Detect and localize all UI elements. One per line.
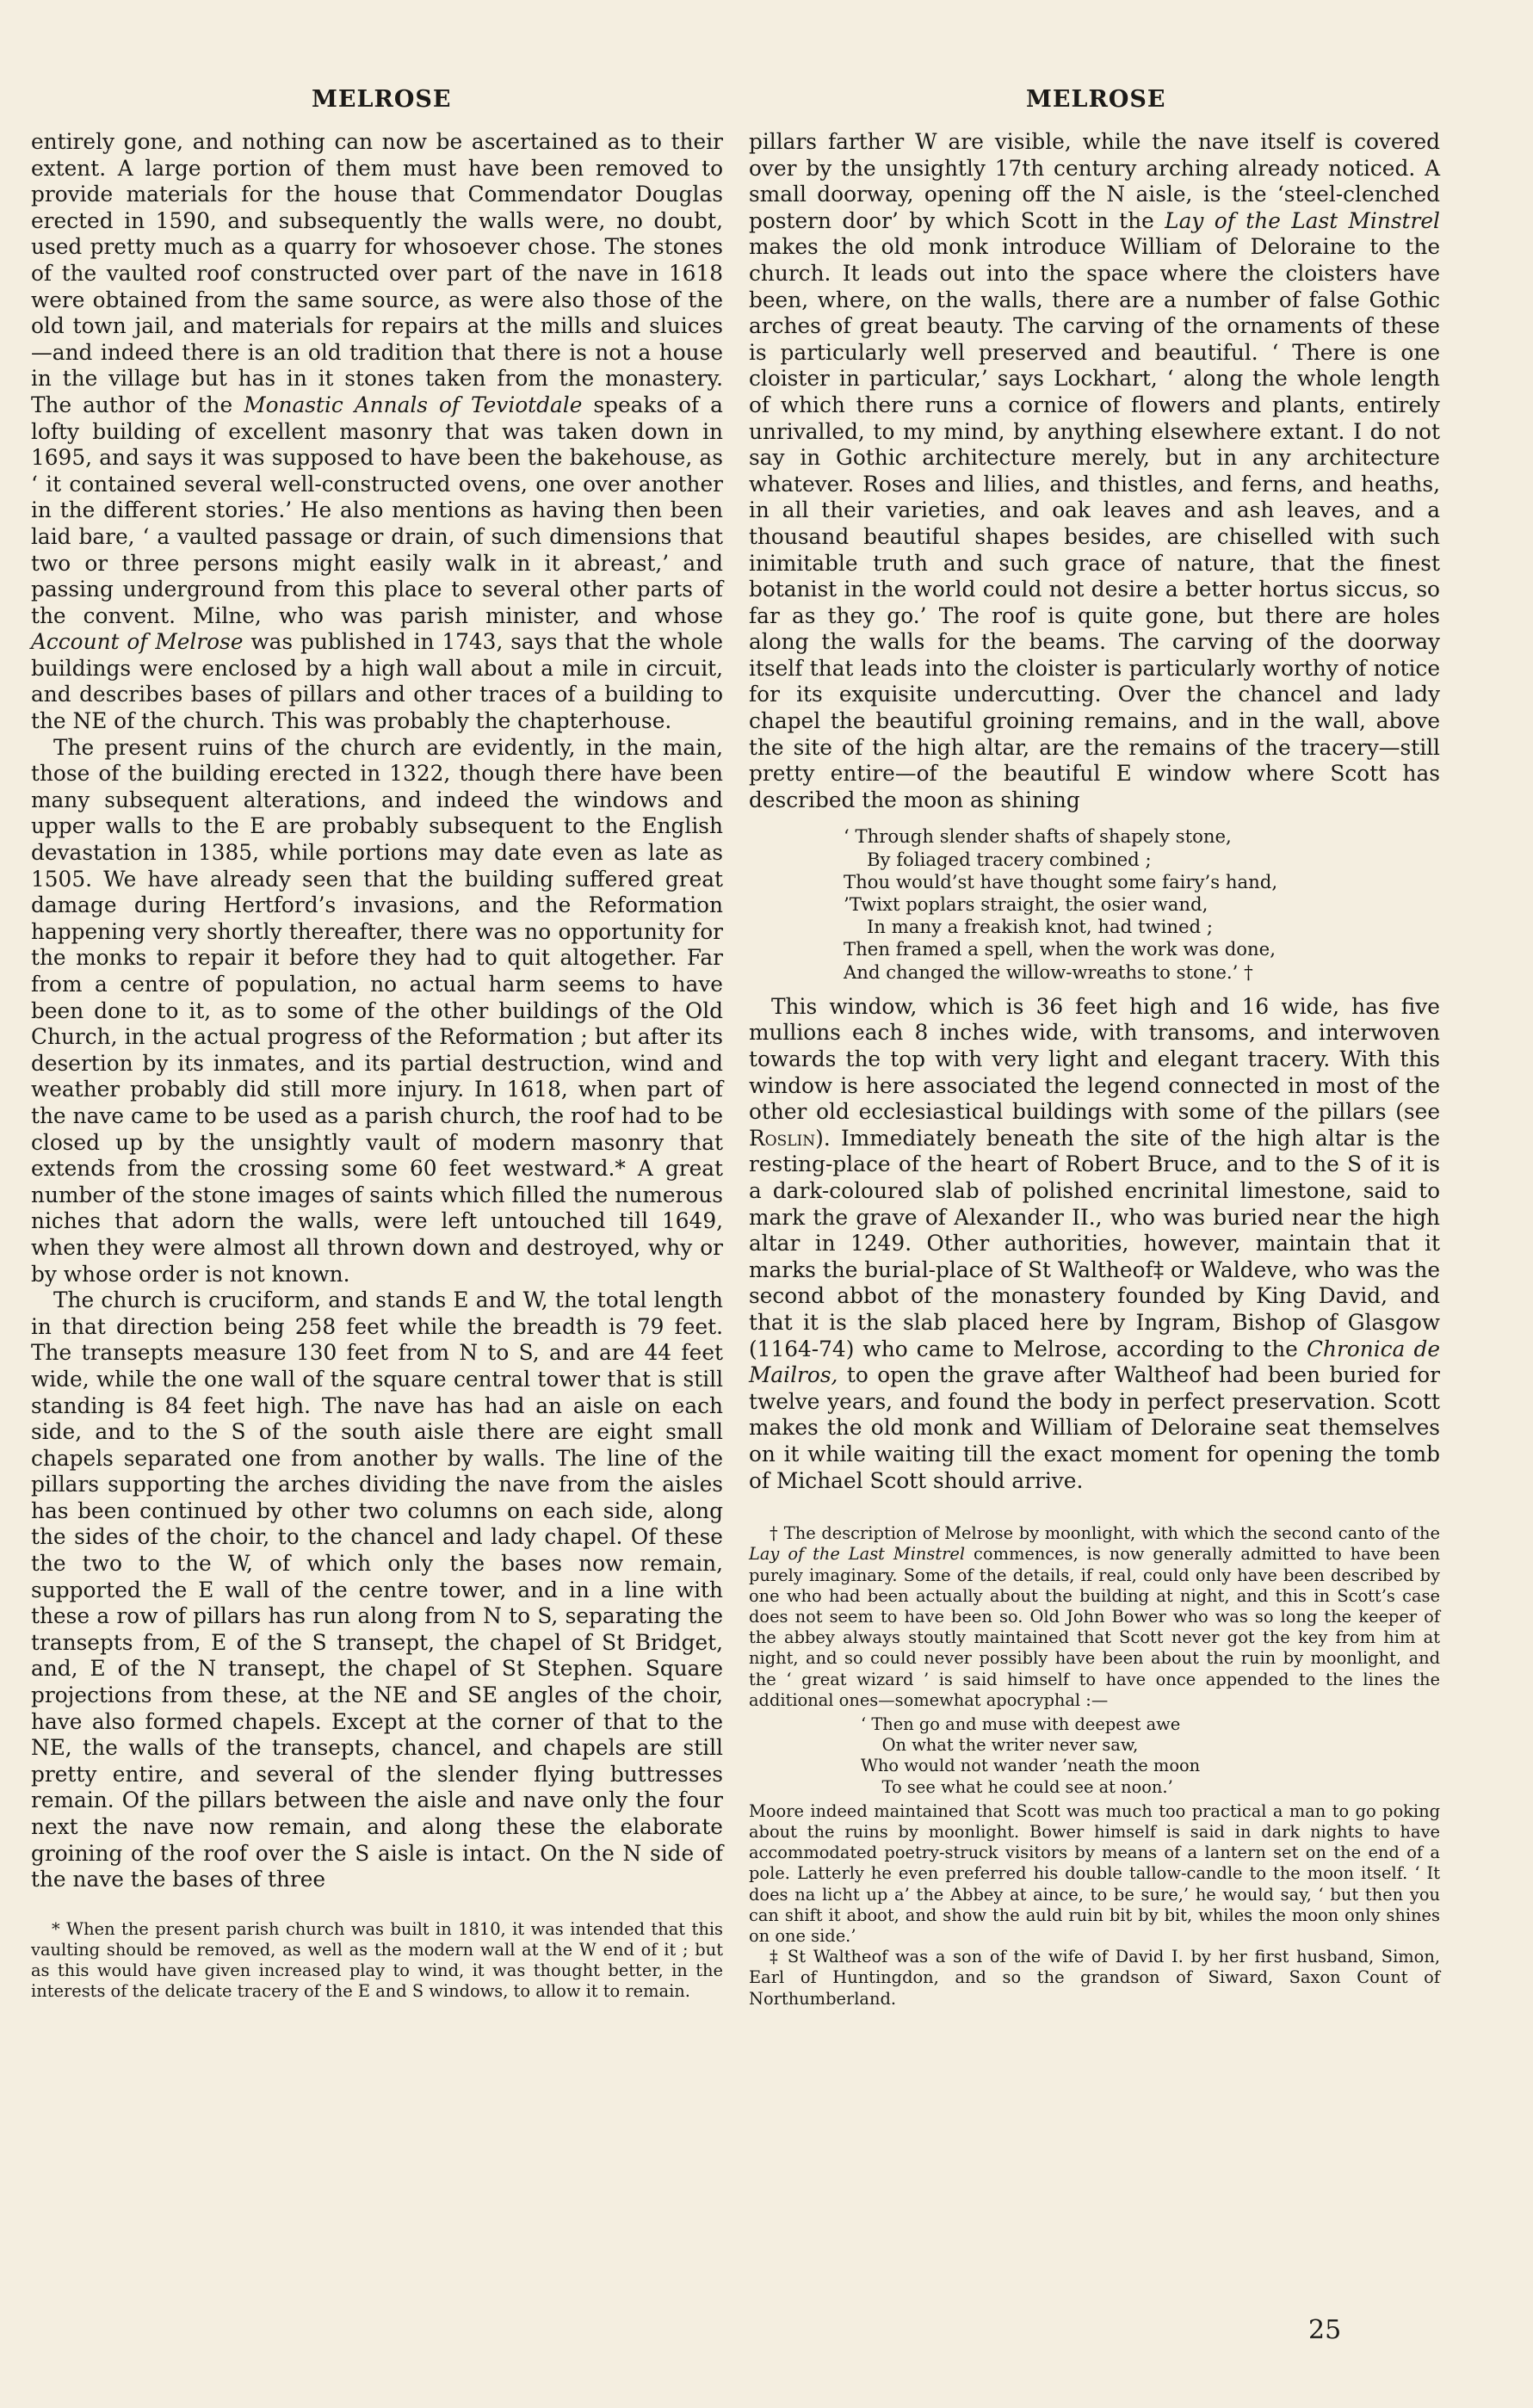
verse-line: In many a freakish knot, had twined ;: [844, 916, 1213, 938]
right-footnotes: [749, 1523, 1440, 2010]
running-head-left: MELROSE: [312, 86, 452, 113]
verse-line: ‘ Then go and muse with deepest awe: [861, 1713, 1181, 1734]
italic-title-account-of-melrose: Account of Melrose: [31, 629, 244, 655]
left-paragraph-1: entirely gone, and nothing can now be ascertained as to their extent. A large portion of them must have been removed to provide materials for the house that Commendator Douglas erected in 1590, and subsequently the walls were, no doubt, used pretty much as a quarry for whosoever chose. The stones of the vaulted roof constructed over part of the nave in 1618 were obtained from the same source, as were also those of the old town jail, and materials for repairs at the mills and sluices—and indeed there is an old tradition that there is not a house in the village but has in it stones taken from the monastery. The author of the Monastic Annals of Teviotdale speaks of a lofty building of excellent masonry that was taken down in 1695, and says it was supposed to have been the bakehouse, as ‘ it contained several well-constructed ovens, one over another in the different stories.’ He also mentions as having then been laid bare, ‘ a vaulted passage or drain, of such dimensions that two or three persons might easily walk in it abreast,’ and passing underground from this place to several other parts of the convent. Milne, who was parish minister, and whose Account of Melrose was published in 1743, says that the whole buildings were enclosed by a high wall about a mile in circuit, and describes bases of pillars and other traces of a building to the NE of the church. This was probably the chapterhouse.: [31, 129, 723, 734]
footnote-asterisk: * When the present parish church was built in 1810, it was intended that this vaulting should be removed, as well as the modern wall at the W end of it ; but as this would have given increased play to wind, it was thought better, in the interests of the delicate tracery of the E and S windows, to allow it to remain.: [31, 1918, 723, 2002]
verse-line: To see what he could see at noon.’: [861, 1776, 1173, 1797]
left-paragraph-2: The present ruins of the church are evidently, in the main, those of the building erected in 1322, though there have been many subsequent alterations, and indeed the windows and upper walls to the E are probably subsequent to the English devastation in 1385, while portions may date even as late as 1505. We have already seen that the building suffered great damage during Hertford’s invasions, and the Reformation happening very shortly thereafter, there was no opportunity for the monks to repair it before they had to quit altogether. Far from a centre of population, no actual harm seems to have been done to it, as to some of the other buildings of the Old Church, in the actual progress of the Reformation ; but after its desertion by its inmates, and its partial destruction, wind and weather probably did still more injury. In 1618, when part of the nave came to be used as a parish church, the roof had to be closed up by the unsightly vault of modern masonry that extends from the crossing some 60 feet westward.* A great number of the stone images of saints which filled the numerous niches that adorn the walls, were left untouched till 1649, when they were almost all thrown down and destroyed, why or by whose order is not known.: [31, 734, 723, 1287]
verse-line: Then framed a spell, when the work was done,: [844, 938, 1276, 960]
italic-title-lay-of-last-minstrel: Lay of the Last Minstrel: [1165, 207, 1440, 233]
italic-title-chronica: Chronica de Mailros,: [749, 1336, 1440, 1388]
right-column: [749, 129, 1440, 2010]
italic-title-monastic-annals: Monastic Annals of Teviotdale: [244, 392, 583, 417]
verse-line: By foliaged tracery combined ;: [844, 848, 1152, 870]
right-paragraph-2: This window, which is 36 feet high and 16 wide, has five mullions each 8 inches wide, with transoms, and interwoven towards the top with very light and elegant tracery. With this window is here associated the legend connected in most of the other old ecclesiastical buildings with some of the pillars (see Roslin). Immediately beneath the site of the high altar is the resting-place of the heart of Robert Bruce, and to the S of it is a dark-coloured slab of polished encrinital limestone, said to mark the grave of Alexander II., who was buried near the high altar in 1249. Other authorities, however, maintain that it marks the burial-place of St Waltheof‡ or Waldeve, who was the second abbot of the monastery founded by King David, and that it is the slab placed here by Ingram, Bishop of Glasgow (1164-74) who came to Melrose, according to the Chronica de Mailros, to open the grave after Waltheof had been buried for twelve years, and found the body in perfect preservation. Scott makes the old monk and William of Deloraine seat themselves on it while waiting till the exact moment for opening the tomb of Michael Scott should arrive.: [749, 993, 1440, 1493]
verse-line: And changed the willow-wreaths to stone.’ †: [844, 960, 1253, 983]
verse-quotation: [749, 825, 1440, 983]
footnote-double-dagger: ‡ St Waltheof was a son of the wife of David I. by her first husband, Simon, Earl of Huntingdon, and so the grandson of Siward, Saxon Count of Northumberland.: [749, 1947, 1440, 2009]
footnote-dagger-continued: Moore indeed maintained that Scott was much too practical a man to go poking about the ruins by moonlight. Bower himself is said in dark nights to have accommodated poetry-struck visitors by means of a lantern set on the end of a pole. Latterly he even preferred his double tallow-candle to the moon itself. ‘ It does na licht up a’ the Abbey at aince, to be sure,’ he would say, ‘ but then you can shift it aboot, and show the auld ruin bit by bit, whiles the moon only shines on one side.’: [749, 1800, 1440, 1946]
verse-line: ’Twixt poplars straight, the osier wand,: [844, 893, 1208, 916]
right-paragraph-1: pillars farther W are visible, while the nave itself is covered over by the unsightly 17th century arching already noticed. A small doorway, opening off the N aisle, is the ‘steel-clenched postern door’ by which Scott in the Lay of the Last Minstrel makes the old monk introduce William of Deloraine to the church. It leads out into the space where the cloisters have been, where, on the walls, there are a number of false Gothic arches of great beauty. The carving of the ornaments of these is particularly well preserved and beautiful. ‘ There is one cloister in particular,’ says Lockhart, ‘ along the whole length of which there runs a cornice of flowers and plants, entirely unrivalled, to my mind, by anything elsewhere extant. I do not say in Gothic architecture merely, but in any architecture whatever. Roses and lilies, and thistles, and ferns, and heaths, in all their varieties, and oak leaves and ash leaves, and a thousand beautiful shapes besides, are chiselled with such inimitable truth and such grace of nature, that the finest botanist in the world could not desire a better hortus siccus, so far as they go.’ The roof is quite gone, but there are holes along the walls for the beams. The carving of the doorway itself that leads into the cloister is particularly worthy of notice for its exquisite undercutting. Over the chancel and lady chapel the beautiful groining remains, and in the wall, above the site of the high altar, are the remains of the tracery—still pretty entire—of the beautiful E window where Scott has described the moon as shining: [749, 129, 1440, 812]
footnote-dagger: † The description of Melrose by moonlight, with which the second canto of the Lay of the Last Minstrel commences, is now generally admitted to have been purely imaginary. Some of the details, if real, could only have been described by one who had been actually about the building at night, and this in Scott’s case does not seem to have been so. Old John Bower who was so long the keeper of the abbey always stoutly maintained that Scott never got the key from him at night, and so could never possibly have been about the ruin by moonlight, and the ‘ great wizard ’ is said himself to have once appended to the lines the additional ones—somewhat apocryphal :—: [749, 1523, 1440, 1710]
left-footnote: [31, 1919, 723, 2003]
verse-line: ‘ Through slender shafts of shapely stone,: [844, 825, 1232, 848]
left-paragraph-3: The church is cruciform, and stands E and W, the total length in that direction being 258 feet while the breadth is 79 feet. The transepts measure 130 feet from N to S, and are 44 feet wide, while the one wall of the square central tower that is still standing is 84 feet high. The nave has had an aisle on each side, and to the S of the south aisle there are eight small chapels separated one from another by walls. The line of the pillars supporting the arches dividing the nave from the aisles has been continued by other two columns on each side, along the sides of the choir, to the chancel and lady chapel. Of these the two to the W, of which only the bases now remain, supported the E wall of the centre tower, and in a line with these a row of pillars has run along from N to S, separating the transepts from, E of the S transept, the chapel of St Bridget, and, E of the N transept, the chapel of St Stephen. Square projections from these, at the NE and SE angles of the choir, have also formed chapels. Except at the corner of that to the NE, the walls of the transepts, chancel, and chapels are still pretty entire, and several of the slender flying buttresses remain. Of the pillars between the aisle and nave only the four next the nave now remain, and along these the elaborate groining of the roof over the S aisle is intact. On the N side of the nave the bases of three: [31, 1287, 723, 1892]
verse-line: On what the writer never saw,: [861, 1735, 1139, 1756]
running-head-right: MELROSE: [1026, 86, 1166, 113]
footnote-verse: [749, 1714, 1440, 1798]
cross-reference-roslin: Roslin: [749, 1125, 816, 1151]
verse-line: Who would not wander ’neath the moon: [861, 1756, 1201, 1776]
left-column: [31, 129, 723, 2003]
verse-line: Thou would’st have thought some fairy’s hand,: [844, 870, 1278, 892]
page-number: 25: [1308, 2315, 1342, 2345]
